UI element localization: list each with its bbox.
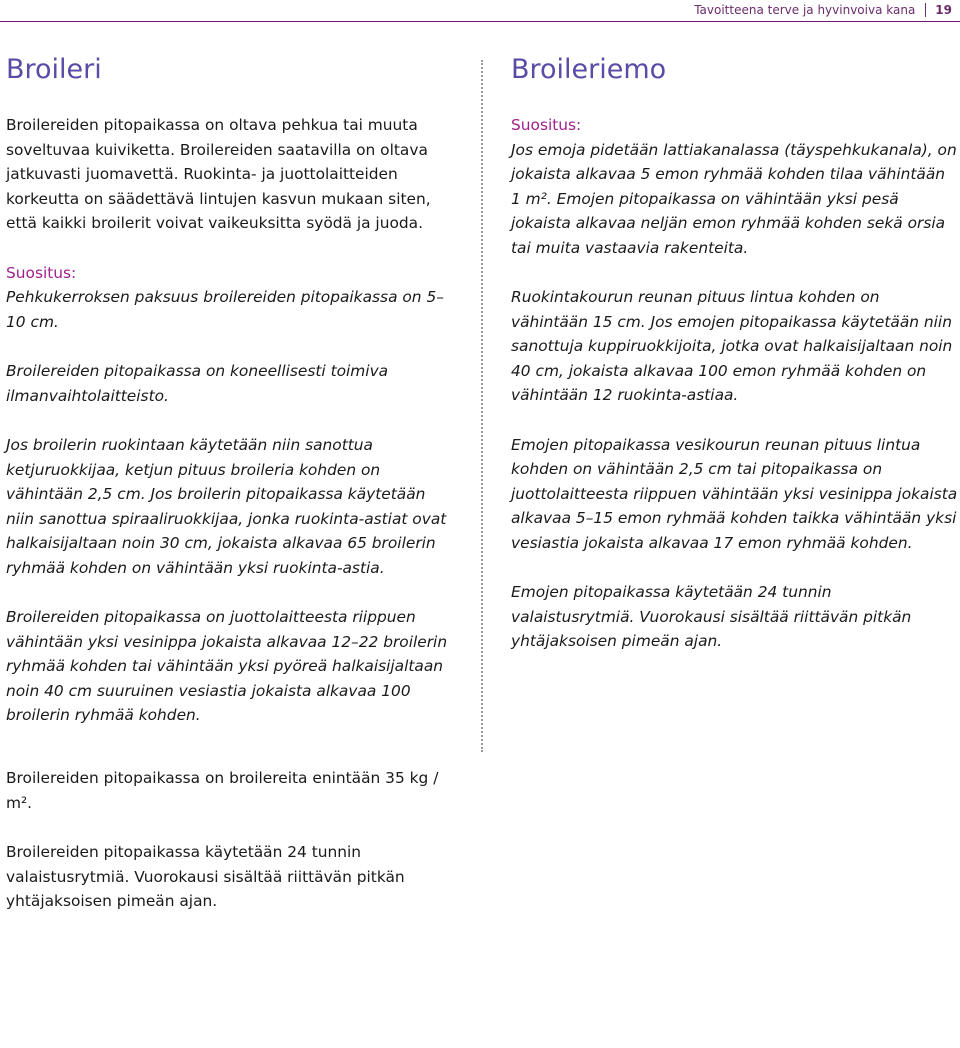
broileriemo-recommendation-2: Ruokintakourun reunan pituus lintua kohden on vähintään 15 cm. Jos emojen pitopaikassa käytetään niin sanottuja kuppiruokkijoita, jotka ovat halkaisijaltaan noin 40 cm, jokaista alkavaa 100 emon ryhmää kohden on vähintään 12 ruokinta-astiaa.	[511, 288, 953, 404]
broileriemo-rec-1-text: Jos emoja pidetään lattiakanalassa (täyspehkukanala), on jokaista alkavaa 5 emon ryhmää kohden tilaa vähintään 1 m². Emojen pitopaikassa on vähintään yksi pesä jokaista alkavaa neljän emon ryhmää kohden sekä orsia tai muita vastaavia rakenteita.	[511, 140, 957, 257]
page-number: 19	[935, 3, 952, 17]
broileri-section	[6, 52, 452, 753]
suositus-label: Suositus:	[6, 263, 77, 282]
header-rule	[0, 21, 960, 22]
broileriemo-recommendation-1	[511, 113, 958, 260]
broileriemo-recommendation-4: Emojen pitopaikassa käytetään 24 tunnin valaistusrytmiä. Vuorokausi sisältää riittävän pitkän yhtäjaksoisen pimeän ajan.	[511, 583, 912, 650]
broileriemo-heading: Broileriemo	[511, 54, 667, 85]
broileri-intro: Broilereiden pitopaikassa on oltava pehkua tai muuta soveltuvaa kuiviketta. Broilereiden saatavilla on oltava jatkuvasti juomavettä. Ruokinta- ja juottolaitteiden korkeutta on säädettävä lintujen kasvun mukaan siten, että kaikki broilerit voivat vaikeuksitta syödä ja juoda.	[6, 116, 431, 232]
header-separator	[925, 3, 926, 17]
column-divider	[481, 60, 483, 752]
broileri-recommendation-1	[6, 261, 452, 335]
broileri-recommendation-4: Broilereiden pitopaikassa on juottolaitteesta riippuen vähintään yksi vesinippa jokaista alkavaa 12–22 broilerin ryhmää kohden tai vähintään yksi pyöreä halkaisijaltaan noin 40 cm suuruinen vesiastia jokaista alkavaa 100 broilerin ryhmää kohden.	[6, 608, 448, 724]
broileri-heading: Broileri	[6, 54, 102, 85]
suositus-label: Suositus:	[511, 116, 582, 134]
broileri-lighting: Broilereiden pitopaikassa käytetään 24 tunnin valaistusrytmiä. Vuorokausi sisältää riittävän pitkän yhtäjaksoisen pimeän ajan.	[6, 843, 405, 910]
broileri-stocking-density: Broilereiden pitopaikassa on broilereita enintään 35 kg / m².	[6, 769, 439, 812]
broileri-bottom-block	[6, 766, 452, 939]
broileri-recommendation-2: Broilereiden pitopaikassa on koneellisesti toimiva ilmanvaihtolaitteisto.	[6, 362, 389, 405]
running-header	[694, 0, 952, 20]
broileriemo-recommendation-3: Emojen pitopaikassa vesikourun reunan pituus lintua kohden on vähintään 2,5 cm tai pitopaikassa on juottolaitteesta riippuen vähintään yksi vesinippa jokaista alkavaa 5–15 emon ryhmää kohden taikka vähintään yksi vesiastia jokaista alkavaa 17 emon ryhmää kohden.	[511, 435, 958, 552]
running-title: Tavoitteena terve ja hyvinvoiva kana	[694, 3, 916, 17]
broileri-rec-1-text: Pehkukerroksen paksuus broilereiden pitopaikassa on 5–10 cm.	[6, 288, 444, 331]
broileriemo-section	[511, 52, 958, 679]
broileri-recommendation-3: Jos broilerin ruokintaan käytetään niin sanottua ketjuruokkijaa, ketjun pituus broileria kohden on vähintään 2,5 cm. Jos broilerin pitopaikassa käytetään niin sanottua spiraaliruokkijaa, jonka ruokinta-astiat ovat halkaisijaltaan noin 30 cm, jokaista alkavaa 65 broilerin ryhmää kohden on vähintään yksi ruokinta-astia.	[6, 436, 447, 577]
